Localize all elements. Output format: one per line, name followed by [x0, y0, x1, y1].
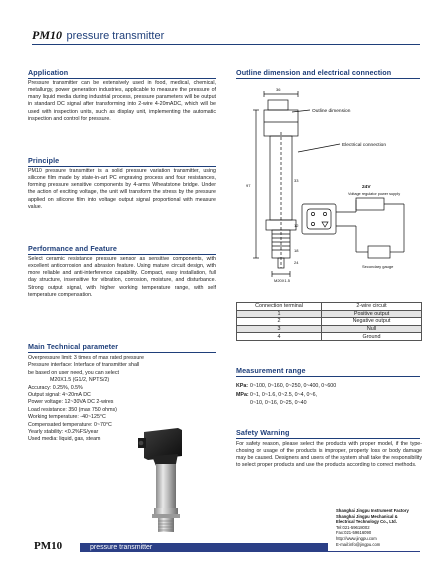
mpa-values-2: 0~10, 0~16, 0~25, 0~40 [250, 400, 307, 407]
outline-title: Outline dimension and electrical connection [236, 68, 392, 77]
mpa-range-row [236, 391, 426, 400]
param-line: Yearly stability: <0.2%FS/year [28, 429, 99, 436]
table-cell: 2 [237, 318, 322, 326]
company-name-3: Electrical Technology Co., Ltd. [336, 519, 397, 525]
label-electrical-connection: Electrical connection [342, 143, 386, 148]
param-line: Working temperature: -40~125°C [28, 414, 106, 421]
table-row [237, 318, 422, 326]
param-line: Used media: liquid, gas, steam [28, 436, 101, 443]
outline-rule [236, 78, 420, 79]
mpa-range-row-2 [236, 399, 426, 408]
company-name-2: Shanghai Jingpu Mechanical & [336, 513, 398, 519]
param-line: Load resistance: 350 (max 750 ohms) [28, 406, 117, 413]
param-line: Pressure interface: Interface of transmitter shall [28, 362, 140, 369]
table-cell: 1 [237, 310, 322, 318]
param-line: Output signal: 4~20mA DC [28, 392, 91, 399]
table-row [237, 325, 422, 333]
company-email: E-mail:info@jingpu.com [336, 541, 381, 547]
table-cell: 3 [237, 325, 322, 333]
principle-text: PM10 pressure transmitter is a solid pressure variation transmitter, using silicone film made by state-in-art PC engraving process and four resistances, forming pressure sensitive components by 4-arms Wheatstone bridge. Under the action of exciting voltage, the unit will transform the stress by the pressure applied on silicone film into voltage output signal proportional with measure value. [28, 168, 216, 210]
performance-rule [28, 254, 216, 255]
param-line: Overpressure limit: 3 times of max rated pressure [28, 355, 144, 361]
table-cell: 4 [237, 333, 322, 341]
safety-text: For safety reason, please select the products with proper model, if the type-chosing or usage of the products is improper, property loss or body damage may be caused. Designers and users of the system shall take the responsibility to select proper products and use the products according to correct methods. [236, 441, 422, 469]
principle-title: Principle [28, 156, 60, 165]
param-line: M20X1.5 (G1/2, NPTS/2) [50, 377, 110, 384]
page-header [32, 26, 422, 42]
mpa-values-1: 0~1, 0~1.6, 0~2.5, 0~4, 0~6, [250, 391, 318, 398]
application-title: Application [28, 68, 69, 77]
header-rule [32, 44, 420, 45]
dim-sub: 12 [294, 223, 299, 228]
kpa-label: KPa: [236, 383, 249, 389]
company-fax: Fax:021-59616090 [336, 530, 372, 536]
dim-small: 24 [294, 260, 299, 265]
outline-drawing [236, 82, 426, 292]
label-secondary-gauge: Secondary gauge [362, 264, 394, 269]
dim-side: 33 [294, 178, 299, 183]
measurement-rule [236, 376, 420, 377]
performance-title: Performance and Feature [28, 244, 117, 253]
safety-rule [236, 438, 420, 439]
dim-bottom: 18 [294, 248, 299, 253]
principle-rule [28, 166, 216, 167]
kpa-range-row [236, 382, 426, 391]
company-tel: Tel:021-59618002 [336, 524, 370, 530]
header-model: PM10 [32, 28, 62, 42]
header-title: pressure transmitter [66, 30, 165, 42]
table-row [237, 310, 422, 318]
footer-bar [80, 543, 328, 552]
table-header-cell: 2-wire circuit [322, 303, 422, 311]
param-line: Compensated temperature: 0~70°C [28, 421, 112, 428]
dim-thread: M20X1.5 [274, 278, 291, 283]
footer-title: pressure transmitter [90, 544, 153, 551]
table-cell: Positive output [322, 310, 422, 318]
label-power-24v: 24V [362, 185, 371, 190]
param-line: Power voltage: 12~30VA DC 2-wires [28, 399, 114, 406]
terminal-table [236, 302, 422, 341]
table-row [237, 333, 422, 341]
params-title: Main Technical parameter [28, 342, 119, 351]
table-cell: Ground [322, 333, 422, 341]
company-info [336, 508, 436, 547]
label-power-supply: Voltage regulator power supply [348, 192, 401, 196]
dim-height: 97 [246, 183, 251, 188]
param-line: Accuracy: 0.25%, 0.5% [28, 384, 83, 391]
footer-rule [328, 551, 420, 552]
application-rule [28, 78, 216, 79]
application-text: Pressure transmitter can be extensively used in food, medical, chemical, metallurgy, power generation industries, applicable to measure the pressure of many liquid media during industrial process, pressure parameters will be output in standard DC signal after transforming into 2-wire 4-20mADC, which will be used with inspection units, such as display unit, implementing the automatic inspection and control for pressure. [28, 80, 216, 122]
param-line: be based on user need, you can select [28, 369, 119, 376]
performance-text: Select ceramic resistance pressure sensor as sensitive components, with excellent anticorrosion and abrasion feature. Using mature circuit design, with more reliable and anti-interference capability. Compact, easy installation, full day structure, insensitive for vibration, corrosion, moisture, and disturbance. Strong output signal, with higher working temperature range, with self temperature compensation. [28, 256, 216, 298]
dim-top: 36 [276, 87, 281, 92]
table-cell: Null [322, 325, 422, 333]
safety-title: Safety Warning [236, 428, 290, 437]
company-name: Shanghai Jingpu Instrument Factory [336, 508, 409, 513]
measurement-ranges [236, 382, 426, 408]
product-photo [138, 428, 208, 534]
params-rule [28, 352, 216, 353]
kpa-values: 0~100, 0~160, 0~250, 0~400, 0~600 [250, 383, 337, 389]
measurement-title: Measurement range [236, 366, 306, 375]
table-cell: Negative output [322, 318, 422, 326]
company-website: http://www.jingpu.com [336, 535, 377, 541]
footer-model: PM10 [34, 540, 63, 552]
mpa-label: MPa: [236, 391, 249, 398]
table-header-row [237, 303, 422, 311]
table-header-cell: Connection terminal [237, 303, 322, 311]
label-outline-dimension: Outline dimension [312, 109, 351, 114]
